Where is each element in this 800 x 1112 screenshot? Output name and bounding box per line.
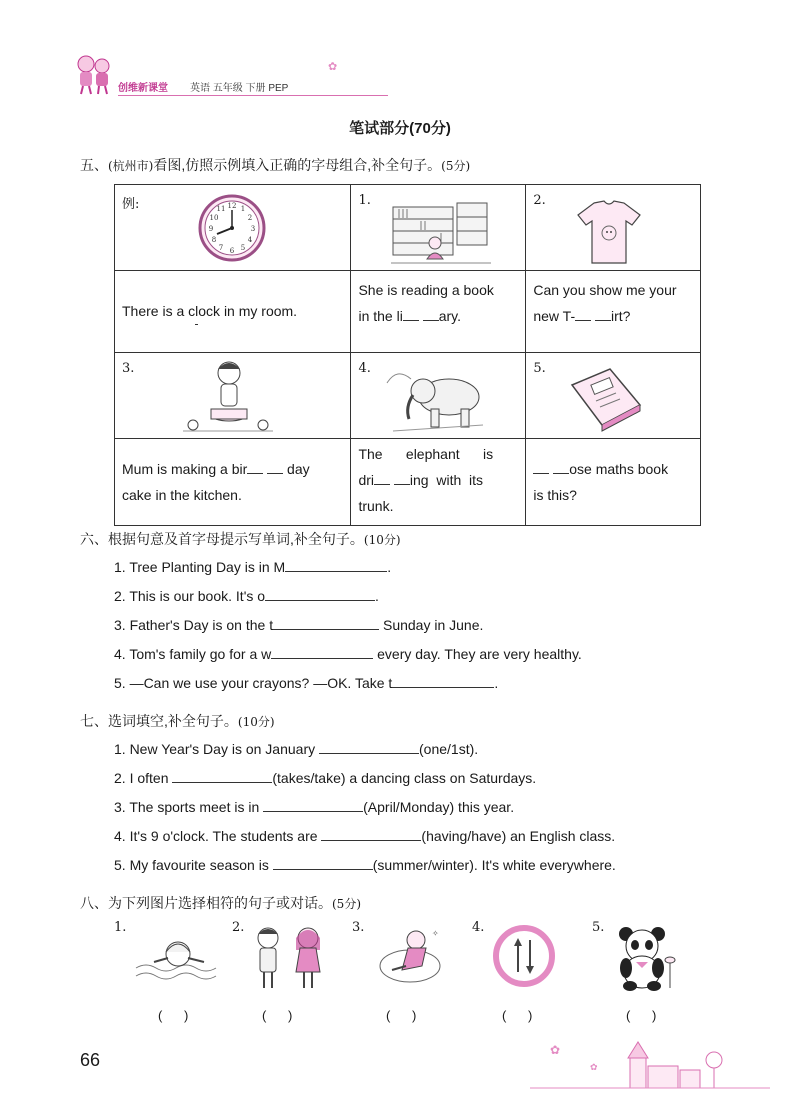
answer-blank[interactable] bbox=[285, 558, 387, 572]
svg-text:11: 11 bbox=[216, 205, 226, 213]
svg-text:✿: ✿ bbox=[550, 1043, 561, 1057]
section-7-item-2: 2. I often (takes/take) a dancing class on Saturdays. bbox=[114, 770, 537, 786]
star-icon: ✿ bbox=[328, 61, 338, 73]
picture-cell-1: 1. bbox=[351, 185, 526, 271]
section-5-table bbox=[114, 184, 701, 526]
section-8-heading: 八、为下列图片选择相符的句子或对话。(5分) bbox=[80, 895, 361, 911]
answer-blank[interactable] bbox=[595, 320, 611, 321]
answer-blank[interactable] bbox=[247, 473, 263, 474]
example-picture-cell: 例: 12 1 2 3 4 5 6 7 8 9 10 11 bbox=[115, 185, 351, 271]
svg-text:7: 7 bbox=[218, 244, 224, 252]
picture-cell-4: 4. bbox=[351, 353, 526, 439]
svg-text:4: 4 bbox=[247, 236, 253, 244]
section-6-heading: 六、根据句意及首字母提示写单词,补全句子。(10分) bbox=[80, 531, 401, 547]
elephant-icon bbox=[383, 363, 493, 435]
sentence-cell-2: Can you show me your new T- irt? bbox=[526, 271, 701, 353]
section-6-item-2: 2. This is our book. It's o . bbox=[114, 588, 379, 604]
svg-text:9: 9 bbox=[208, 225, 214, 233]
page-number: 66 bbox=[80, 1050, 101, 1070]
castle-decoration-icon bbox=[530, 1030, 770, 1090]
svg-text:6: 6 bbox=[229, 247, 235, 255]
answer-blank[interactable] bbox=[172, 769, 272, 783]
svg-text:5: 5 bbox=[240, 244, 246, 252]
answer-blank[interactable] bbox=[319, 740, 419, 754]
picture-cell-2: 2. bbox=[526, 185, 701, 271]
svg-text:✧: ✧ bbox=[432, 929, 439, 938]
answer-blank[interactable] bbox=[575, 320, 591, 321]
swimmer-icon bbox=[134, 928, 220, 988]
picture-cell-5: 5. bbox=[526, 353, 701, 439]
kids-logo-icon bbox=[72, 52, 116, 96]
answer-blank[interactable] bbox=[273, 856, 373, 870]
section-7-item-1: 1. New Year's Day is on January (one/1st). bbox=[114, 741, 479, 757]
svg-text:2: 2 bbox=[247, 214, 253, 222]
two-kids-icon bbox=[246, 924, 332, 992]
boy-cake-icon bbox=[183, 359, 273, 435]
answer-blank[interactable] bbox=[271, 645, 373, 659]
sentence-cell-1: She is reading a book in the li ary. bbox=[351, 271, 526, 353]
page-header bbox=[72, 52, 322, 102]
answer-blank[interactable] bbox=[533, 473, 549, 474]
clock-icon bbox=[197, 193, 267, 263]
section-7-item-4: 4. It's 9 o'clock. The students are (having/have) an English class. bbox=[114, 828, 616, 844]
answer-blank[interactable] bbox=[392, 674, 494, 688]
section-7-item-5: 5. My favourite season is (summer/winter). It's white everywhere. bbox=[114, 857, 616, 873]
picture-cell-3: 3. bbox=[115, 353, 351, 439]
section-6-item-5: 5. —Can we use your crayons? —OK. Take t . bbox=[114, 675, 499, 691]
answer-blank[interactable] bbox=[263, 798, 363, 812]
sentence-cell-5: ose maths book is this? bbox=[526, 439, 701, 526]
tshirt-icon bbox=[574, 197, 644, 267]
panda-icon bbox=[612, 922, 684, 992]
brand-name: 创维新课堂 bbox=[118, 83, 168, 94]
answer-blank[interactable] bbox=[267, 473, 283, 474]
page-title: 笔试部分(70分) bbox=[349, 120, 451, 137]
answer-blank[interactable] bbox=[553, 473, 569, 474]
answer-blank[interactable] bbox=[321, 827, 421, 841]
svg-text:8: 8 bbox=[211, 236, 217, 244]
section-7-item-3: 3. The sports meet is in (April/Monday) this year. bbox=[114, 799, 515, 815]
answer-blank[interactable] bbox=[273, 616, 379, 630]
book-subtitle: 英语 五年级 下册 PEP bbox=[190, 83, 289, 94]
answer-blank[interactable] bbox=[423, 320, 439, 321]
one-way-sign-icon bbox=[492, 924, 556, 988]
answer-blank[interactable] bbox=[394, 484, 410, 485]
svg-text:1: 1 bbox=[240, 205, 246, 213]
answer-blank[interactable] bbox=[403, 320, 419, 321]
section-5-heading: 五、(杭州市)看图,仿照示例填入正确的字母组合,补全句子。(5分) bbox=[80, 157, 471, 173]
example-sentence-cell: There is a clock in my room. bbox=[115, 271, 351, 353]
svg-text:10: 10 bbox=[209, 214, 219, 222]
math-book-icon bbox=[566, 365, 646, 435]
svg-text:3: 3 bbox=[250, 225, 256, 233]
section-6-item-3: 3. Father's Day is on the t Sunday in June. bbox=[114, 617, 484, 633]
answer-blank[interactable] bbox=[265, 587, 375, 601]
library-icon bbox=[391, 199, 491, 267]
section-7-heading: 七、选词填空,补全句子。(10分) bbox=[80, 713, 275, 729]
section-6-item-1: 1. Tree Planting Day is in M . bbox=[114, 559, 392, 575]
header-divider bbox=[118, 95, 388, 96]
svg-text:✿: ✿ bbox=[590, 1062, 598, 1072]
reading-kid-icon bbox=[372, 926, 452, 988]
section-6-item-4: 4. Tom's family go for a w every day. They are very healthy. bbox=[114, 646, 582, 662]
sentence-cell-3: Mum is making a bir day cake in the kitchen. bbox=[115, 439, 351, 526]
sentence-cell-4: The elephant is dri ing with its trunk. bbox=[351, 439, 526, 526]
section-8-pictures: 1. ( ) 2. ( ) 3. ✧ ( ) 4. ( ) 5. ( ) bbox=[0, 920, 800, 1030]
answer-blank[interactable] bbox=[374, 484, 390, 485]
svg-text:12: 12 bbox=[227, 202, 237, 210]
